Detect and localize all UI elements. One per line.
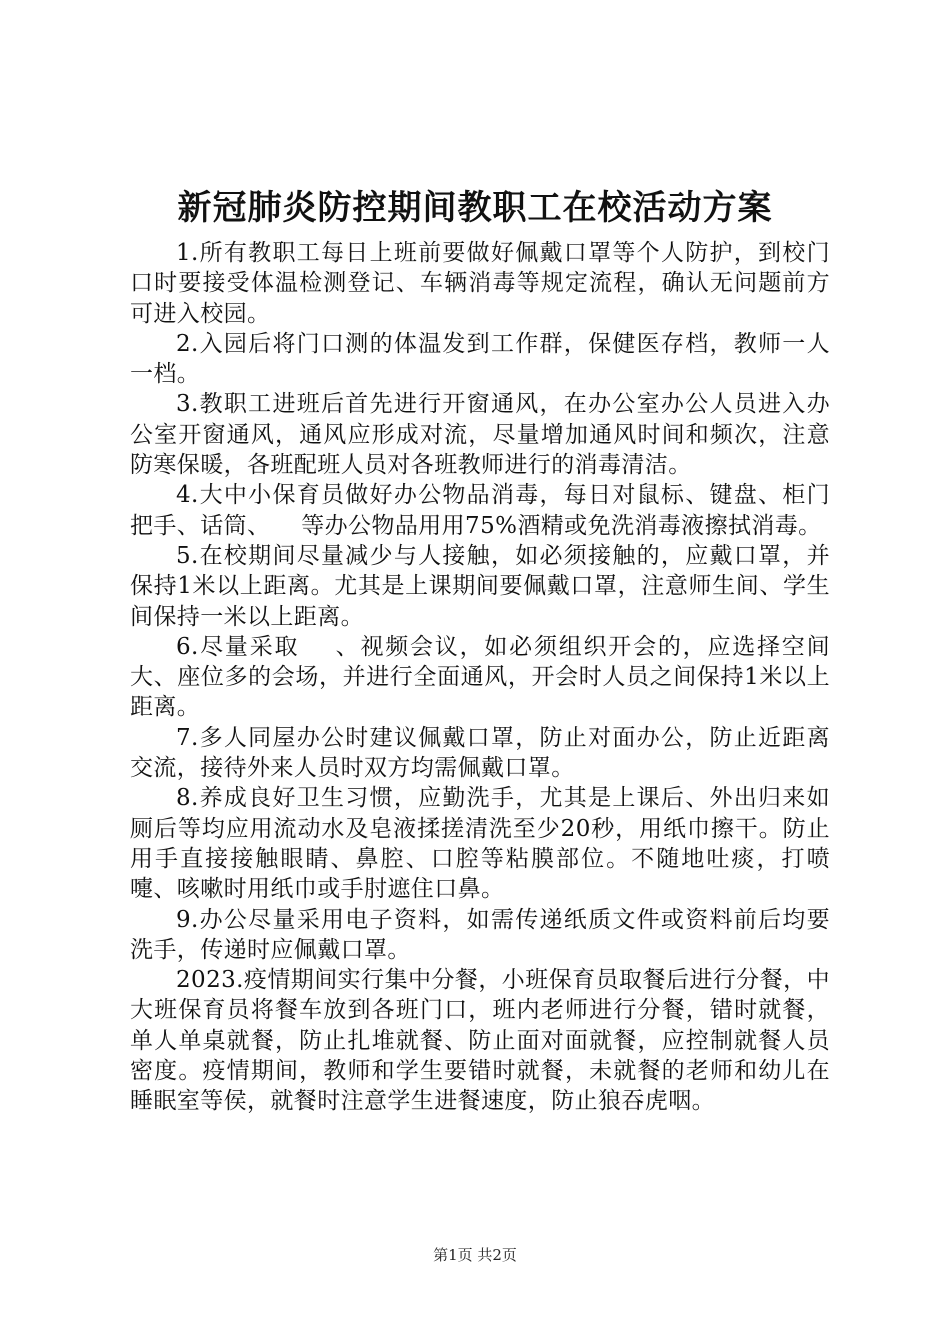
paragraph-10: 2023.疫情期间实行集中分餐，小班保育员取餐后进行分餐，中大班保育员将餐车放到各班门口，班内老师进行分餐，错时就餐，单人单桌就餐，防止扎堆就餐、防止面对面就餐，应控制就餐人员密度。疫情期间，教师和学生要错时就餐，未就餐的老师和幼儿在睡眠室等侯，就餐时注意学生进餐速度，防止狼吞虎咽。 (130, 967, 830, 1115)
page-footer: 第1页 共2页 (433, 1246, 517, 1264)
paragraph-1: 1.所有教职工每日上班前要做好佩戴口罩等个人防护，到校门口时要接受体温检测登记、车辆消毒等规定流程，确认无问题前方可进入校园。 (130, 240, 830, 327)
paragraph-2: 2.入园后将门口测的体温发到工作群，保健医存档，教师一人一档。 (130, 330, 830, 388)
paragraph-7: 7.多人同屋办公时建议佩戴口罩，防止对面办公，防止近距离交流，接待外来人员时双方均需佩戴口罩。 (130, 724, 830, 782)
paragraph-6: 6.尽量采取 、视频会议，如必须组织开会的，应选择空间大、座位多的会场，并进行全面通风，开会时人员之间保持1米以上距离。 (130, 633, 830, 721)
paragraph-3: 3.教职工进班后首先进行开窗通风，在办公室办公人员进入办公室开窗通风，通风应形成对流，尽量增加通风时间和频次，注意防寒保暖，各班配班人员对各班教师进行的消毒清洁。 (130, 391, 830, 479)
paragraph-9: 9.办公尽量采用电子资料，如需传递纸质文件或资料前后均要洗手，传递时应佩戴口罩。 (130, 906, 830, 963)
document-title: 新冠肺炎防控期间教职工在校活动方案 (177, 188, 773, 228)
document-body (130, 238, 830, 1117)
paragraph-5: 5.在校期间尽量减少与人接触，如必须接触的，应戴口罩，并保持1米以上距离。尤其是上课期间要佩戴口罩，注意师生间、学生间保持一米以上距离。 (130, 542, 830, 630)
paragraph-4: 4.大中小保育员做好办公物品消毒，每日对鼠标、键盘、柜门把手、话筒、 等办公物品用用75%酒精或免洗消毒液擦拭消毒。 (130, 482, 830, 539)
paragraph-8: 8.养成良好卫生习惯，应勤洗手，尤其是上课后、外出归来如厕后等均应用流动水及皂液揉搓清洗至少20秒，用纸巾擦干。防止用手直接接触眼睛、鼻腔、口腔等粘膜部位。不随地吐痰，打喷嚏、咳嗽时用纸巾或手肘遮住口鼻。 (130, 785, 830, 903)
